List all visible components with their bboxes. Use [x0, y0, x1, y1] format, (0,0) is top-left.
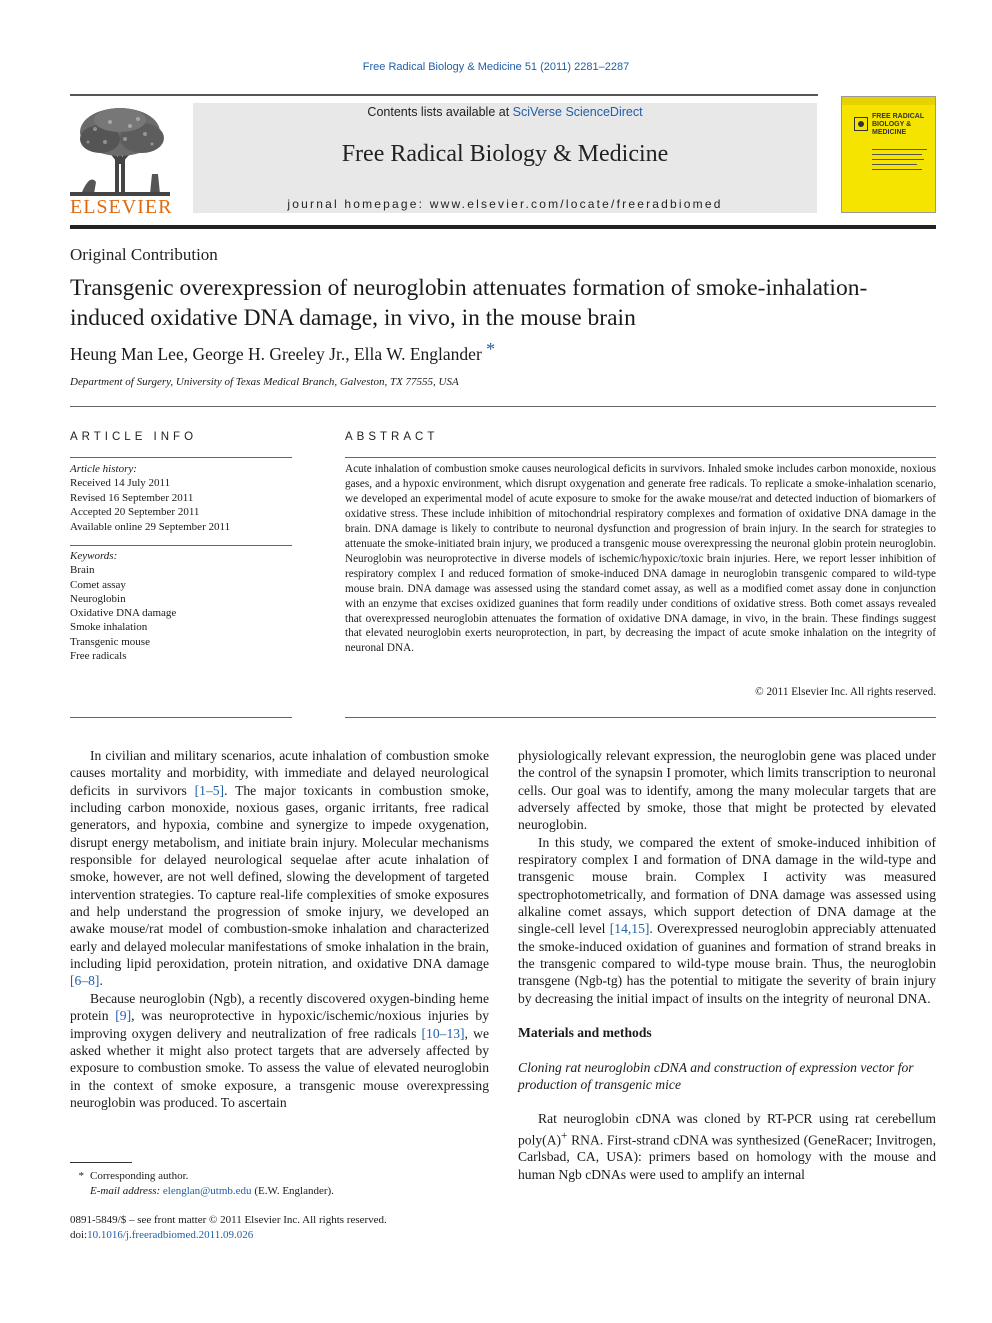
cover-text-line [872, 159, 924, 160]
abstract-text: Acute inhalation of combustion smoke causes neurological deficits in survivors. Inhaled smoke includes carbon monoxide, noxious gases, and a hypoxic environment, which disrupt oxygenation and generate free radicals. To replicate a smoke-inhalation scenario, we developed an experimental model of acute exposure to smoke for the awake mouse/rat and detected induction of biomarkers of oxidative stress. These include inhibition of mitochondrial respiratory complexes and formation of oxidative DNA damage in the brain. DNA damage is likely to contribute to neuronal dysfunction and progression of brain injury. In the search for strategies to attenuate the smoke-initiated brain injury, we produced a transgenic mouse overexpressing the neuronal globin protein neuroglobin. Neuroglobin was neuroprotective in diverse models of ischemic/hypoxic/toxic brain injuries. Here, we report lesser inhibition of respiratory complex I and reduced formation of smoke-induced DNA damage in neuroglobin transgenic compared to wild-type mouse brain. DNA damage was assessed using the standard comet assay, as well as a modified comet assay done in conjunction with an enzyme that excises oxidized guanines that form readily under conditions of oxidative stress. Both comet assays revealed that overexpressed neuroglobin attenuates the formation of oxidative DNA damage, in vivo, in the brain. These findings suggest that elevated neuroglobin exerts neuroprotection, in part, by decreasing the impact of acute smoke inhalation on the integrity of neuronal DNA. [345, 463, 936, 655]
keyword-item: Comet assay [70, 578, 126, 591]
reference-link[interactable]: [6–8] [70, 973, 100, 989]
journal-homepage[interactable]: journal homepage: www.elsevier.com/locate/freeradbiomed [287, 197, 723, 211]
footnote-mark: * [78, 1170, 84, 1182]
history-item: Revised 16 September 2011 [70, 491, 194, 504]
email-link[interactable]: elenglan@utmb.edu [162, 1185, 252, 1197]
history-label: Article history: [70, 463, 137, 475]
section-heading: Materials and methods [518, 1025, 652, 1041]
paragraph-text: In this study, we compared the extent of smoke-induced inhibition of respiratory complex I and formation of DNA damage in the wild-type and transgenic mouse brain. Complex I activity was measured spectrophotometrically, and formation of DNA damage was assessed using alkaline comet assays, which support detection of DNA damage at the single-cell level [518, 834, 936, 937]
authors-text: Heung Man Lee, George H. Greeley Jr., Ella W. Englander [70, 344, 482, 364]
body-paragraph [70, 990, 489, 1111]
journal-cover-thumbnail [841, 96, 936, 213]
reference-link[interactable]: [14,15] [609, 921, 650, 937]
body-paragraph: physiologically relevant expression, the neuroglobin gene was placed under the control of the synapsin I promoter, which limits transcription to neuronal cells. Our goal was to identify, among the many molecular targets that are adversely affected by smoke, those that might be protected by elevated neuroglobin. [518, 748, 936, 833]
reference-link[interactable]: [9] [115, 1008, 132, 1024]
reference-link[interactable]: [10–13] [421, 1025, 465, 1041]
keyword-item: Brain [70, 564, 95, 577]
cover-band [842, 97, 936, 105]
superscript: + [561, 1129, 568, 1142]
divider [345, 717, 936, 718]
cover-text-line [872, 149, 927, 150]
paragraph-text: . [99, 973, 103, 989]
history-item: Accepted 20 September 2011 [70, 506, 200, 519]
keyword-item: Oxidative DNA damage [70, 607, 177, 620]
divider [345, 457, 936, 458]
paragraph-text: . The major toxicants in combustion smoke, including carbon monoxide, noxious gases, organic irritants, free radical generators, and hypoxia, combine and synergize to impede oxygenation, disrupt energy metabolism, and initiate brain injury. Molecular mechanisms responsible for delayed neurological sequelae after acute inhalation of smoke, however, are not well defined, slowing the development of targeted intervention strategies. To capture real-life complexities of smoke exposures and help understand the progression of smoke injury, we developed an awake mouse/rat model of combustion-smoke inhalation and characterized early and delayed molecular manifestations of smoke inhalation in the brain, including lipid peroxidation, protein nitration, and oxidative DNA damage [70, 782, 489, 972]
paragraph-text: Rat neuroglobin cDNA was cloned by RT-PCR using rat cerebellum poly(A) [518, 1111, 936, 1148]
paragraph-text: RNA. First-strand cDNA was synthesized (GeneRacer; Invitrogen, Carlsbad, CA, USA): primers based on homology with the mouse and human Ngb cDNAs were used to amplify an internal [518, 1132, 936, 1182]
doi-line [70, 1228, 387, 1243]
keyword-item: Neuroglobin [70, 592, 126, 605]
email-footnote [70, 1185, 334, 1197]
reference-link[interactable]: [1–5] [194, 782, 225, 798]
elsevier-wordmark: ELSEVIER [70, 196, 173, 218]
article-history [70, 462, 292, 534]
author-list [70, 339, 496, 365]
paragraph-text: , was neuroprotective in hypoxic/ischemic/noxious injuries by improving oxygen delivery and neutralization of free radicals [70, 1008, 490, 1041]
journal-name: Free Radical Biology & Medicine [341, 141, 669, 167]
sciencedirect-link[interactable]: SciVerse ScienceDirect [512, 105, 643, 119]
cover-logo-icon [854, 117, 868, 131]
divider [70, 717, 292, 718]
contents-line [193, 105, 817, 119]
corresponding-footnote [70, 1170, 188, 1182]
body-left-column [70, 747, 489, 1111]
cover-text-line [872, 154, 922, 155]
cover-title: FREE RADICAL BIOLOGY & MEDICINE [872, 113, 924, 136]
journal-citation[interactable]: Free Radical Biology & Medicine 51 (2011) 2281–2287 [362, 61, 630, 73]
spacer [518, 1093, 936, 1110]
body-paragraph [518, 1110, 936, 1183]
footnote-text: Corresponding author. [90, 1170, 189, 1182]
keywords-label: Keywords: [70, 550, 118, 562]
email-name: (E.W. Englander). [254, 1185, 334, 1197]
abstract-copyright: © 2011 Elsevier Inc. All rights reserved. [755, 686, 936, 698]
article-title: Transgenic overexpression of neuroglobin attenuates formation of smoke-inhalation-induced oxidative DNA damage, in vivo, in the mouse brain [70, 275, 868, 331]
history-item: Received 14 July 2011 [70, 477, 171, 490]
cover-text-line [872, 169, 922, 170]
doi-prefix: doi: [70, 1228, 88, 1241]
contents-prefix: Contents lists available at [367, 105, 513, 119]
abstract-heading: ABSTRACT [345, 431, 439, 443]
tree-icon [70, 104, 170, 196]
subsection-heading: Cloning rat neuroglobin cDNA and construction of expression vector for production of transgenic mice [518, 1059, 914, 1092]
email-label: E-mail address: [90, 1185, 161, 1197]
paragraph-text: , we asked whether it might also protect targets that are adversely affected by exposure to combustion smoke. To assess the value of elevated neuroglobin in the context of smoke exposure, a transgenic mouse overexpressing neuroglobin was produced. To ascertain [70, 1025, 489, 1110]
keyword-item: Free radicals [70, 650, 127, 663]
paragraph-text: . Overexpressed neuroglobin appreciably attenuated the smoke-induced oxidation of guanines and formation of strand breaks in the transgenic compared to wild-type mouse brain. Thus, the neuroglobin transgene (Ngb-tg) has the potential to mitigate the severity of brain injury by decreasing the initial impact of insults on the integrity of neuronal DNA. [518, 921, 936, 1006]
history-item: Available online 29 September 2011 [70, 520, 231, 533]
body-paragraph [70, 747, 489, 990]
footnote-rule [70, 1162, 132, 1163]
issn-line: 0891-5849/$ – see front matter © 2011 Elsevier Inc. All rights reserved. [70, 1214, 387, 1226]
keyword-item: Transgenic mouse [70, 635, 150, 648]
body-paragraph [518, 834, 936, 1007]
divider [70, 457, 292, 458]
paragraph-text: Because neuroglobin (Ngb), a recently discovered oxygen-binding heme protein [70, 990, 489, 1024]
divider [70, 545, 292, 546]
article-info-heading: ARTICLE INFO [70, 431, 198, 443]
divider [70, 406, 936, 407]
corresponding-author-mark[interactable]: * [486, 339, 496, 359]
issn-block [70, 1213, 387, 1242]
affiliation: Department of Surgery, University of Texas Medical Branch, Galveston, TX 77555, USA [70, 376, 459, 388]
section-type: Original Contribution [70, 245, 218, 264]
keywords [70, 549, 292, 663]
keyword-item: Smoke inhalation [70, 621, 148, 634]
doi-link[interactable]: 10.1016/j.freeradbiomed.2011.09.026 [87, 1228, 254, 1241]
body-right-column [518, 747, 936, 1183]
header-top-rule [70, 94, 818, 96]
header-bottom-rule [70, 225, 936, 229]
cover-text-line [872, 164, 917, 165]
paragraph-text: In civilian and military scenarios, acute inhalation of combustion smoke causes mortality and morbidity, with immediate and delayed neurological deficits in survivors [70, 748, 489, 798]
